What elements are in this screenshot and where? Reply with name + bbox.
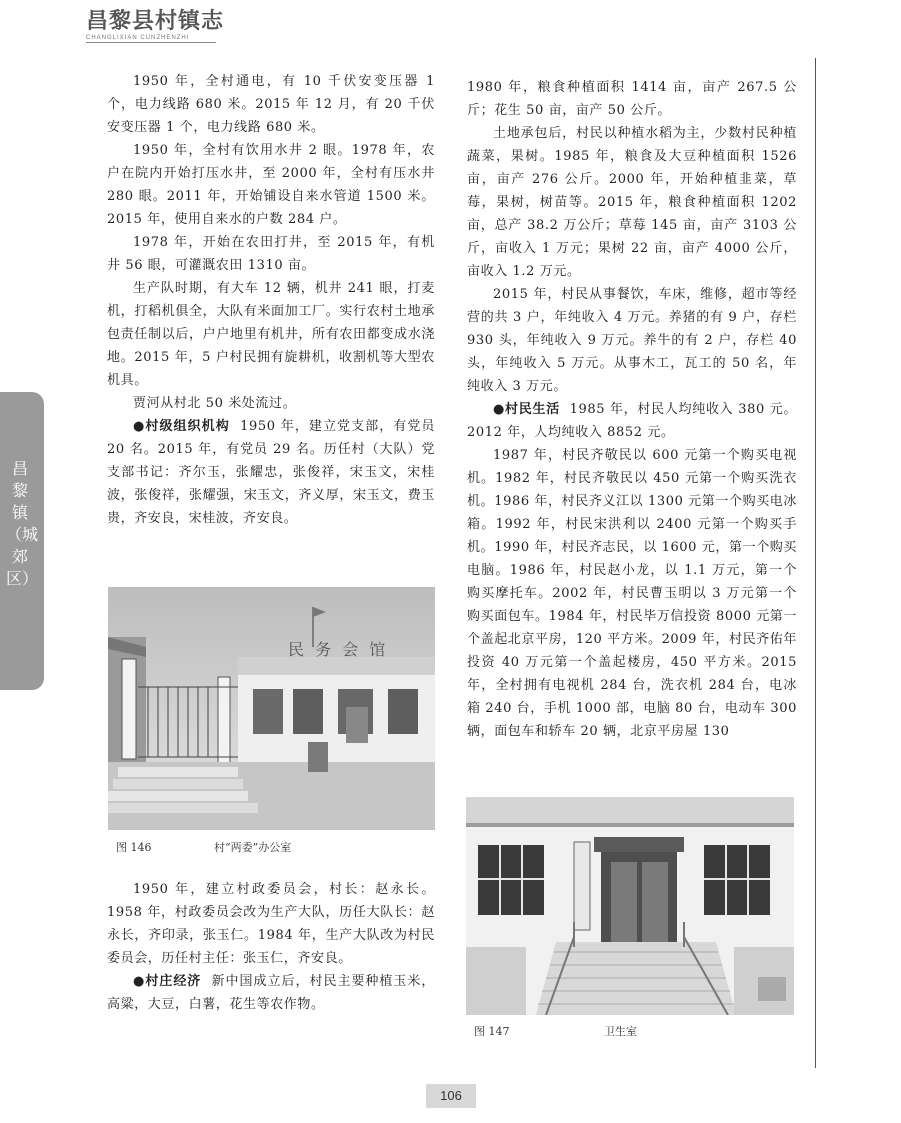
- running-header: [86, 8, 224, 42]
- paragraph: 1950 年，建立村政委员会，村长：赵永长。1958 年，村政委员会改为生产大队，历任大队长：赵永长，齐印录，张玉仁。1984 年，生产大队改为村民委员会，历任村主任：张玉仁，齐安良。: [107, 882, 435, 966]
- left-column-lower: [107, 878, 435, 1016]
- section-heading: ●村民生活: [493, 402, 560, 417]
- figure-146-caption: [116, 839, 291, 855]
- header-subtitle: CHANGLIXIAN CUNZHENZHI: [86, 35, 190, 41]
- figure-146-photo: [108, 587, 435, 830]
- paragraph: 1950 年，全村有饮用水井 2 眼。1978 年，农户在院内开始打压水井，至 2000 年，全村有压水井 280 眼。2011 年，开始铺设自来水管道 1500 米。2015 年，使用自来水的户数 284 户。: [107, 143, 435, 227]
- paragraph: [107, 970, 435, 1016]
- right-margin-rule: [815, 58, 816, 1068]
- header-rule: [86, 42, 216, 43]
- paragraph-text: 新中国成立后，村民主要种植玉米，高粱，大豆，白薯，花生等农作物。: [107, 974, 435, 1012]
- paragraph: 土地承包后，村民以种植水稻为主，少数村民种植蔬菜，果树。1985 年，粮食及大豆种植面积 1526 亩，亩产 276 公斤。2000 年，开始种植韭菜，草莓，果树，树苗等。2015 年，粮食种植面积 1202 亩，总产 38.2 万公斤；草莓 145 亩，亩产 3103 公斤，亩收入 1 万元；果树 22 亩，亩产 4000 公斤，亩收入 1.2 万元。: [467, 126, 797, 279]
- figure-caption-text: 村“两委”办公室: [214, 841, 292, 854]
- section-heading: ●村级组织机构: [133, 419, 230, 434]
- left-column-upper: [107, 70, 435, 530]
- paragraph: 1980 年，粮食种植面积 1414 亩，亩产 267.5 公斤；花生 50 亩，亩产 50 公斤。: [467, 80, 797, 118]
- paragraph: 生产队时期，有大车 12 辆，机井 241 眼，打麦机，打稻机俱全，大队有米面加工厂。实行农村土地承包责任制以后，户户地里有机井，所有农田都变成水浇地。2015 年，5 户村民拥有旋耕机，收割机等大型农机具。: [107, 281, 435, 388]
- office-building-illustration: [108, 587, 435, 830]
- paragraph: 1978 年，开始在农田打井，至 2015 年，有机井 56 眼，可灌溉农田 1310 亩。: [107, 235, 435, 273]
- figure-number: 图 146: [116, 841, 152, 854]
- page-number: 106: [426, 1084, 476, 1108]
- section-heading: ●村庄经济: [133, 974, 202, 989]
- paragraph: 贾河从村北 50 米处流过。: [133, 396, 297, 411]
- figure-147-photo: [466, 797, 794, 1015]
- header-title: 昌黎县村镇志: [86, 8, 225, 34]
- svg-text:民 务 会 馆: 民 务 会 馆: [288, 640, 389, 659]
- right-column: [467, 76, 797, 743]
- figure-147-caption: [474, 1023, 637, 1039]
- paragraph: 1950 年，全村通电，有 10 千伏安变压器 1 个，电力线路 680 米。2015 年 12 月，有 20 千伏安变压器 1 个，电力线路 680 米。: [107, 74, 435, 135]
- chapter-side-tab-label: 昌黎镇（城郊区）: [6, 459, 39, 588]
- figure-caption-text: 卫生室: [604, 1025, 637, 1038]
- paragraph: 1987 年，村民齐敬民以 600 元第一个购买电视机。1982 年，村民齐敬民以 450 元第一个购买洗衣机。1986 年，村民齐义江以 1300 元第一个购买电冰箱。1992 年，村民宋洪利以 2400 元第一个购买手机。1990 年，村民齐志民，以 1600 元，第一个购买电脑。1986 年，村民赵小龙，以 1.1 万元，第一个购买摩托车。2002 年，村民曹玉明以 3 万元第一个购买面包车。1984 年，村民毕万信投资 8000 元第一个盖起北京平房，120 平方米。2009 年，村民齐佑年投资 40 万元第一个盖起楼房，450 平方米。2015 年，全村拥有电视机 284 台，洗衣机 284 台，电冰箱 240 台，手机 1000 部，电脑 80 台，电动车 300 辆，面包车和轿车 20 辆，北京平房屋 130: [467, 448, 797, 739]
- figure-number: 图 147: [474, 1025, 510, 1038]
- paragraph-text: 1985 年，村民人均纯收入 380 元。2012 年，人均纯收入 8852 元。: [467, 402, 798, 440]
- paragraph: [467, 398, 797, 444]
- clinic-building-illustration: [466, 797, 794, 1015]
- paragraph: [107, 415, 435, 530]
- paragraph-text: 1950 年，建立党支部，有党员 20 名。2015 年，有党员 29 名。历任村（大队）党支部书记：齐尔玉，张耀忠，张俊祥，宋玉文，宋桂波，张俊祥，张耀强，宋玉文，齐义厚，宋玉文，费玉贵，齐安良，宋桂波，齐安良。: [107, 419, 435, 526]
- paragraph: 2015 年，村民从事餐饮，车床，维修，超市等经营的共 3 户，年纯收入 4 万元。养猪的有 9 户，存栏 930 头，年纯收入 9 万元。养牛的有 2 户，存栏 40 头，年纯收入 5 万元。从事木工，瓦工的 50 名，年纯收入 3 万元。: [467, 287, 797, 394]
